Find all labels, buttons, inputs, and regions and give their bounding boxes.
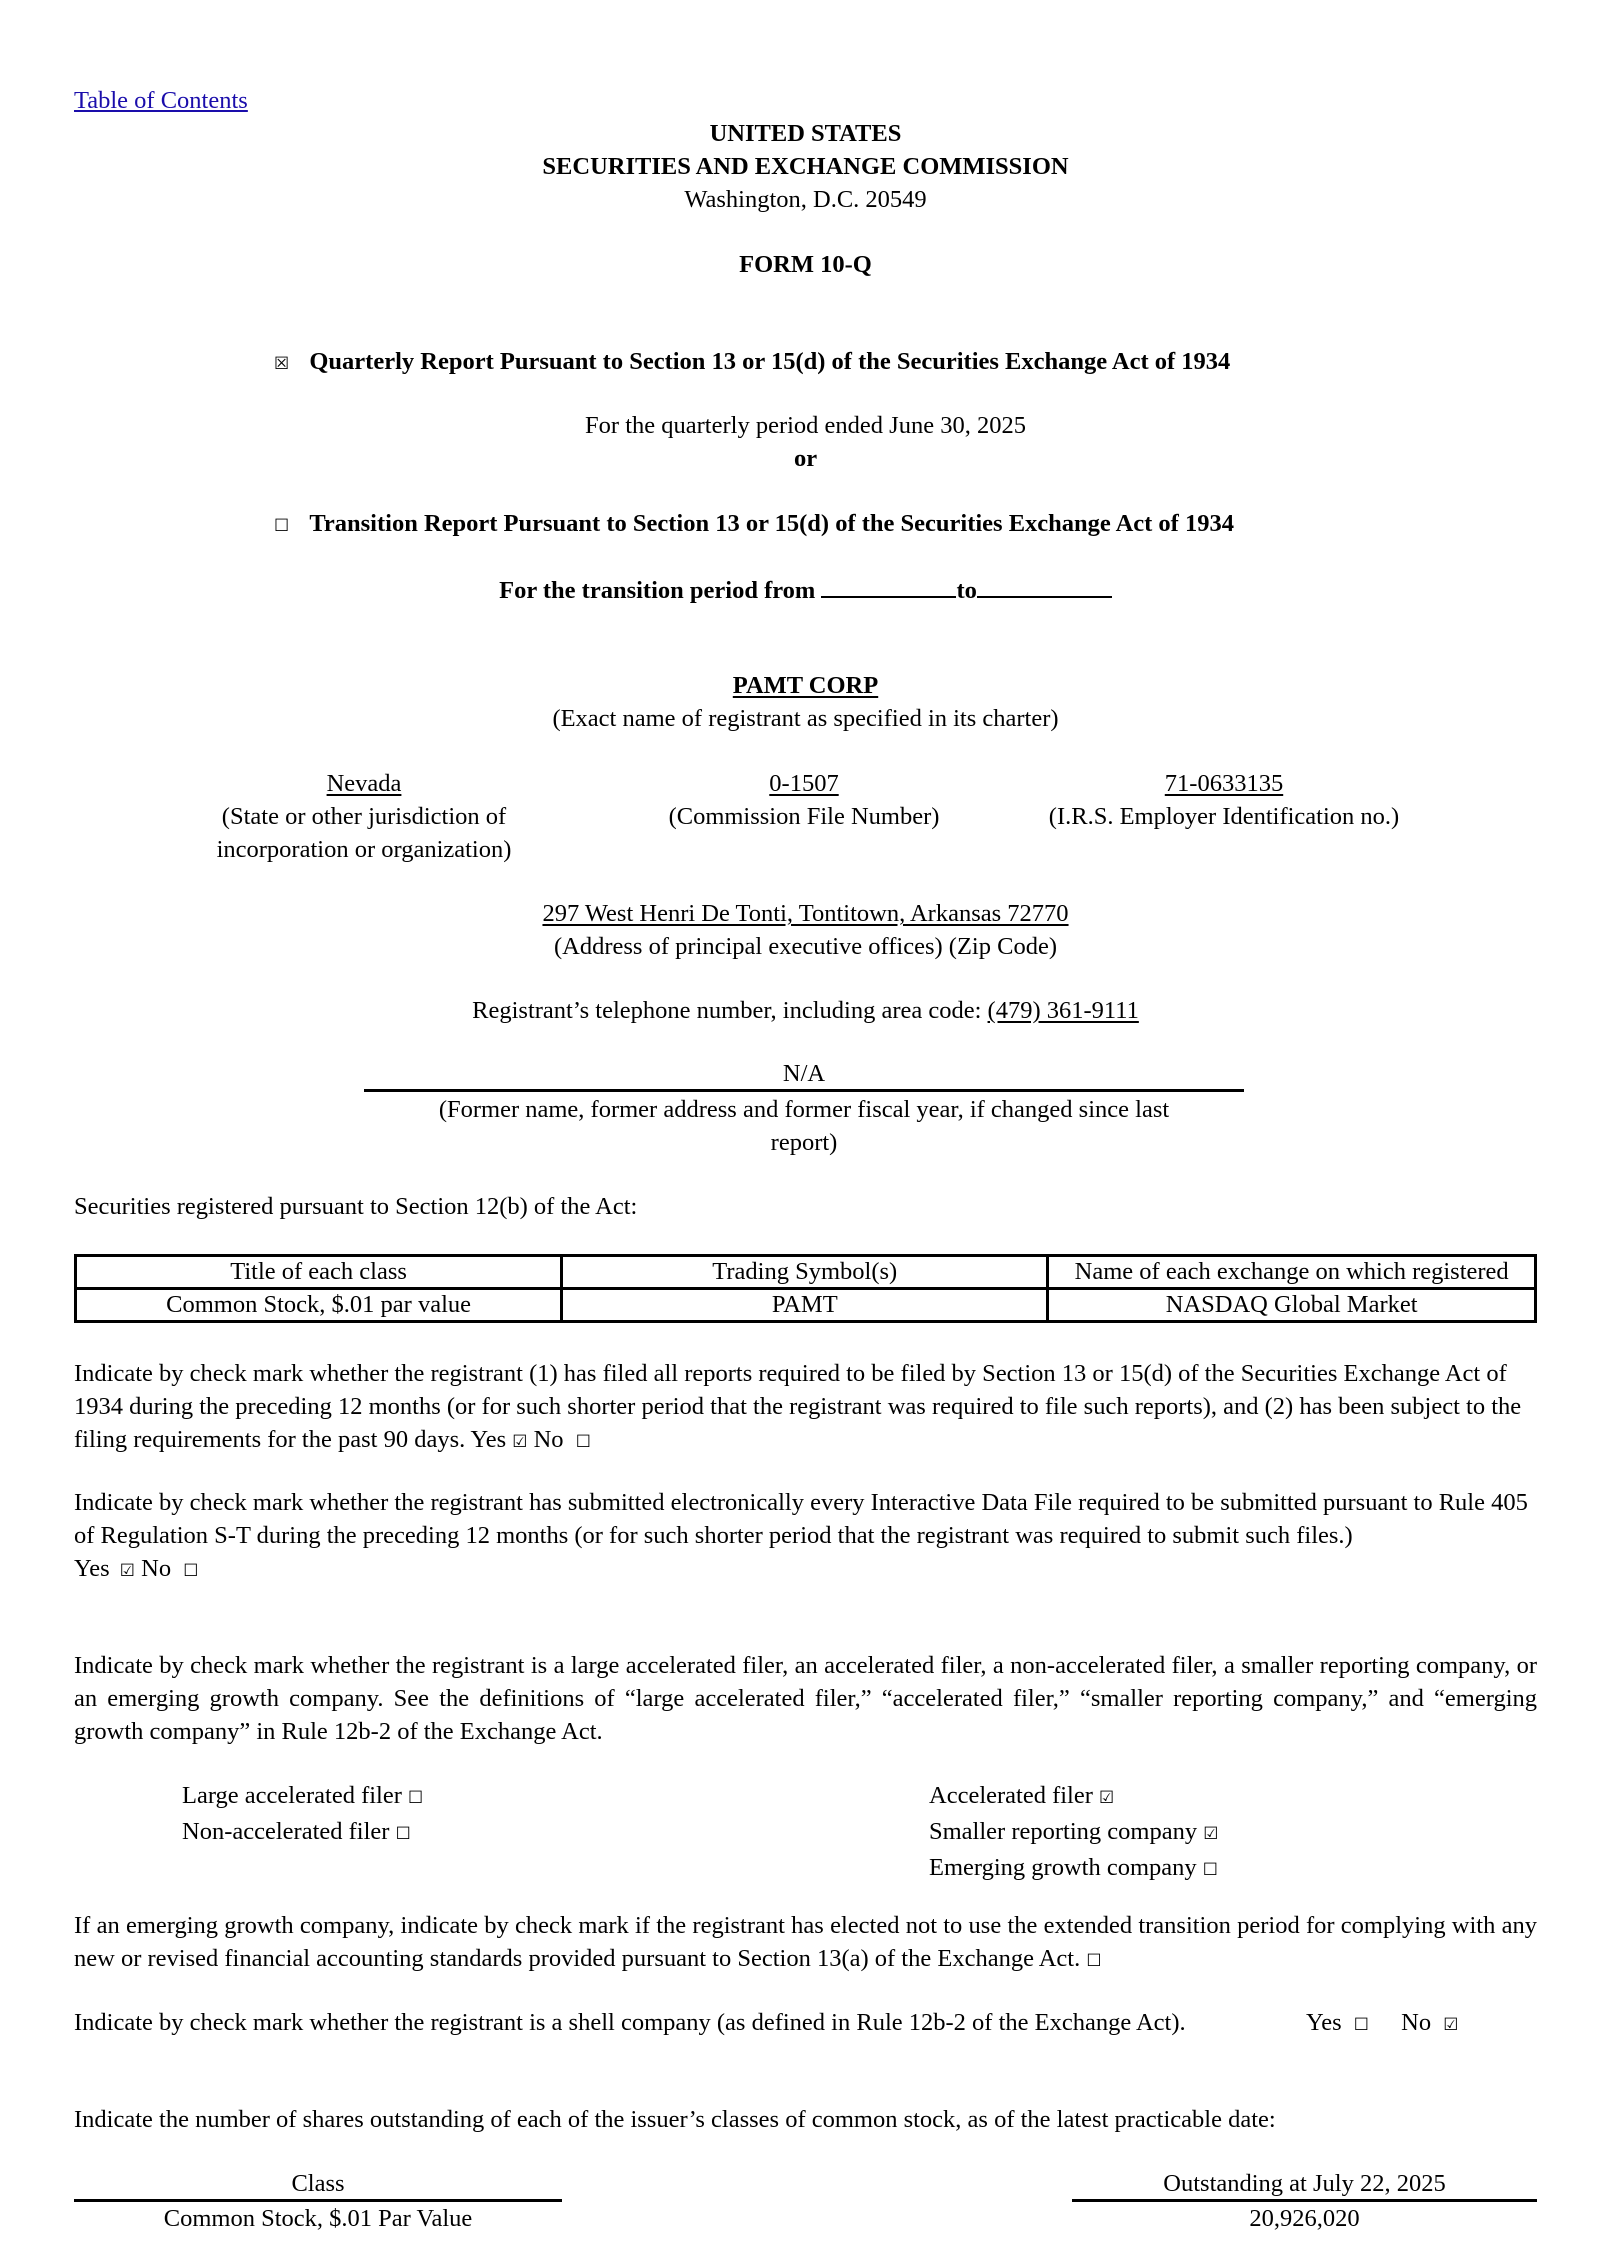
emerging-growth-company-checkbox: ☐: [1202, 1860, 1219, 1880]
file-number-caption: (Commission File Number): [668, 803, 940, 830]
transition-from-label: For the transition period from: [499, 577, 816, 604]
transition-from-blank: [821, 572, 956, 598]
state-caption-line1: (State or other jurisdiction of: [221, 803, 507, 830]
shares-outstanding-intro: Indicate the number of shares outstanding of each of the issuer’s classes of common stock, as of the latest practicable date:: [74, 2106, 1276, 2133]
telephone-prefix: Registrant’s telephone number, including area code:: [472, 997, 982, 1024]
large-accelerated-filer-checkbox: ☐: [408, 1788, 424, 1808]
shell-company-no-label: No: [1401, 2009, 1432, 2036]
accelerated-filer-option: [929, 1779, 1218, 1815]
shell-company-text: Indicate by check mark whether the registrant is a shell company (as defined in Rule 12b-2 of the Exchange Act).: [74, 2009, 1186, 2036]
shares-outstanding-value: 20,926,020: [1249, 2205, 1360, 2232]
cell-exchange-name: NASDAQ Global Market: [1048, 1289, 1536, 1322]
transition-checkbox: ☐: [274, 516, 290, 536]
quarterly-period: For the quarterly period ended June 30, 2025: [585, 412, 1026, 439]
interactive-data-text: Indicate by check mark whether the registrant has submitted electronically every Interactive Data File required to be submitted pursuant to Rule 405 of Regulation S-T during the preceding 12 months (or for such shorter period that the registrant was required to submit such files.): [74, 1489, 1528, 1549]
transition-to-blank: [977, 572, 1112, 598]
shares-outstanding-header: Outstanding at July 22, 2025: [1072, 2168, 1537, 2202]
header-trading-symbol: Trading Symbol(s): [562, 1256, 1048, 1289]
accelerated-filer-label: Accelerated filer: [929, 1782, 1093, 1809]
registrant-name-caption: (Exact name of registrant as specified in its charter): [552, 705, 1059, 732]
state-caption-line2: incorporation or organization): [216, 836, 512, 863]
irs-caption: (I.R.S. Employer Identification no.): [1048, 803, 1400, 830]
emerging-growth-company-option: [929, 1851, 1218, 1887]
shell-company-options: [1306, 2006, 1458, 2042]
emerging-growth-paragraph: [74, 1909, 1537, 1978]
smaller-reporting-company-label: Smaller reporting company: [929, 1818, 1198, 1845]
interactive-data-no-label: No: [141, 1555, 172, 1582]
commission-file: [644, 767, 964, 833]
former-caption-line1: (Former name, former address and former fiscal year, if changed since last: [438, 1096, 1170, 1123]
state-of-incorporation: [214, 767, 514, 866]
former-caption-line2: report): [770, 1129, 838, 1156]
interactive-data-yes-label: Yes: [74, 1555, 110, 1582]
irs-value: 71-0633135: [1164, 770, 1284, 797]
form-title: FORM 10-Q: [739, 251, 872, 278]
header-exchange-name: Name of each exchange on which registered: [1048, 1256, 1536, 1289]
quarterly-report-line: [274, 345, 1230, 381]
former-name-caption: [364, 1093, 1244, 1159]
former-name-value: N/A: [364, 1058, 1244, 1092]
table-of-contents-link[interactable]: Table of Contents: [74, 87, 248, 114]
registrant-name: PAMT CORP: [732, 672, 879, 699]
emerging-growth-company-label: Emerging growth company: [929, 1854, 1197, 1881]
interactive-data-paragraph: [74, 1486, 1537, 1588]
reports-filed-no-checkbox: ☐: [575, 1432, 591, 1452]
large-accelerated-filer-option: [182, 1779, 423, 1815]
file-number-value: 0-1507: [769, 770, 839, 797]
quarterly-checkbox: ☒: [274, 354, 290, 374]
address-caption: (Address of principal executive offices) (Zip Code): [554, 933, 1057, 960]
shell-company-yes-checkbox: ☐: [1353, 2015, 1370, 2035]
telephone-line: [74, 994, 1537, 1027]
filer-options-left: [182, 1779, 423, 1851]
securities-data-row: [76, 1289, 1536, 1322]
filer-status-paragraph: Indicate by check mark whether the registrant is a large accelerated filer, an accelerated filer, a non-accelerated filer, a smaller reporting company, or an emerging growth company. See the definitions of “large accelerated filer,” “accelerated filer,” “smaller reporting company,” and “emerging growth company” in Rule 12b-2 of the Exchange Act.: [74, 1652, 1537, 1745]
irs-identification: [1014, 767, 1434, 833]
transition-period-line: [74, 572, 1537, 607]
securities-intro: Securities registered pursuant to Section 12(b) of the Act:: [74, 1193, 638, 1220]
quarterly-label: Quarterly Report Pursuant to Section 13 or 15(d) of the Securities Exchange Act of 1934: [309, 348, 1231, 375]
reports-filed-yes-checkbox: ☑: [512, 1432, 528, 1452]
telephone-number: (479) 361-9111: [987, 997, 1139, 1024]
cell-trading-symbol: PAMT: [562, 1289, 1048, 1322]
reports-filed-paragraph: [74, 1357, 1537, 1459]
emerging-growth-election-checkbox: ☐: [1086, 1951, 1102, 1971]
shell-company-yes-label: Yes: [1306, 2009, 1342, 2036]
smaller-reporting-company-checkbox: ☑: [1203, 1824, 1219, 1844]
smaller-reporting-company-option: [929, 1815, 1218, 1851]
shares-class-value: Common Stock, $.01 Par Value: [163, 2205, 473, 2232]
reports-filed-yes-label: Yes: [470, 1426, 507, 1453]
non-accelerated-filer-label: Non-accelerated filer: [182, 1818, 390, 1845]
interactive-data-yes-checkbox: ☑: [119, 1561, 136, 1581]
non-accelerated-filer-option: [182, 1815, 423, 1851]
interactive-data-no-checkbox: ☐: [183, 1561, 199, 1581]
accelerated-filer-checkbox: ☑: [1099, 1788, 1115, 1808]
header-sec: SECURITIES AND EXCHANGE COMMISSION: [542, 153, 1069, 180]
header-washington: Washington, D.C. 20549: [684, 186, 927, 213]
transition-label: Transition Report Pursuant to Section 13 or 15(d) of the Securities Exchange Act of 1934: [309, 510, 1234, 537]
header-title-of-class: Title of each class: [76, 1256, 562, 1289]
filer-options-right: [929, 1779, 1218, 1887]
securities-header-row: [76, 1256, 1536, 1289]
securities-table: [74, 1254, 1537, 1323]
address-value: 297 West Henri De Tonti, Tontitown, Arkansas 72770: [542, 900, 1069, 927]
reports-filed-no-label: No: [533, 1426, 564, 1453]
state-value: Nevada: [326, 770, 402, 797]
emerging-growth-text: If an emerging growth company, indicate by check mark if the registrant has elected not to use the extended transition period for complying with any new or revised financial accounting standards provided pursuant to Section 13(a) of the Exchange Act.: [74, 1912, 1537, 1972]
or-text: or: [793, 445, 818, 472]
header-united-states: UNITED STATES: [709, 120, 902, 147]
transition-report-line: [274, 507, 1234, 543]
shell-company-no-checkbox: ☑: [1443, 2015, 1459, 2035]
reports-filed-text: Indicate by check mark whether the registrant (1) has filed all reports required to be filed by Section 13 or 15(d) of the Securities Exchange Act of 1934 during the preceding 12 months (or for such shorter period that the registrant was required to file such reports), and (2) has been subject to the filing requirements for the past 90 days.: [74, 1360, 1522, 1453]
shares-class-header: Class: [74, 2168, 562, 2202]
transition-to-label: to: [956, 577, 977, 604]
cell-title-of-class: Common Stock, $.01 par value: [76, 1289, 562, 1322]
non-accelerated-filer-checkbox: ☐: [395, 1824, 411, 1844]
large-accelerated-filer-label: Large accelerated filer: [182, 1782, 402, 1809]
